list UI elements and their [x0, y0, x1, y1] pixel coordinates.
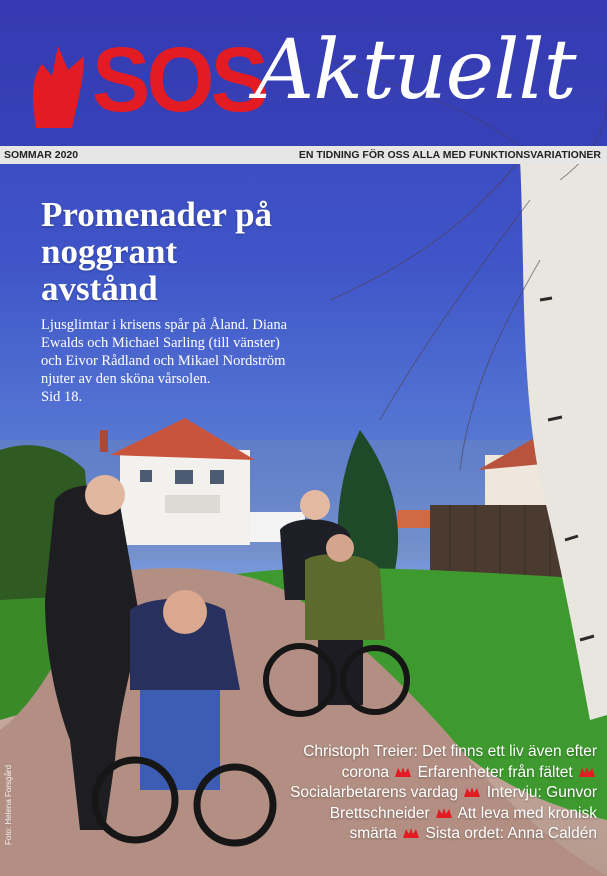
- lede-text: Ljusglimtar i krisens spår på Åland. Diana Ewalds och Michael Sarling (till vänster) och Eivor Rådland och Mikael Nordström njuter av den sköna vårsolen.: [41, 317, 288, 387]
- issue-strip: [0, 146, 607, 164]
- contents-teaser: [279, 742, 597, 845]
- masthead: [0, 0, 607, 146]
- sos-logo-icon: [28, 40, 88, 130]
- separator-icon: [402, 827, 420, 839]
- separator-icon: [463, 786, 481, 798]
- contents-item: Intervju: Gunvor Brettschneider: [329, 784, 597, 822]
- contents-item: Socialarbetarens vardag: [290, 784, 459, 801]
- contents-item: Sista ordet: Anna Caldén: [425, 825, 597, 842]
- separator-icon: [394, 766, 412, 778]
- tagline: EN TIDNING FÖR OSS ALLA MED FUNKTIONSVARIATIONER: [298, 149, 601, 161]
- page-reference: Sid 18.: [41, 389, 83, 405]
- contents-item: Att leva med kronisk smärta: [349, 804, 597, 842]
- logo-aktuellt: Aktuellt: [255, 23, 576, 118]
- logo-sos: SOS: [92, 29, 266, 131]
- separator-icon: [435, 807, 453, 819]
- issue-season: SOMMAR 2020: [4, 149, 79, 161]
- separator-icon: [578, 766, 596, 778]
- cover-headline: Promenader på noggrant avstånd: [41, 195, 273, 308]
- cover-lede: [41, 316, 291, 406]
- contents-item: Christoph Treier: Det finns ett liv även efter corona: [303, 743, 597, 781]
- contents-item: Erfarenheter från fältet: [417, 763, 573, 781]
- photo-credit: Foto: Helena Forsgård: [4, 764, 13, 845]
